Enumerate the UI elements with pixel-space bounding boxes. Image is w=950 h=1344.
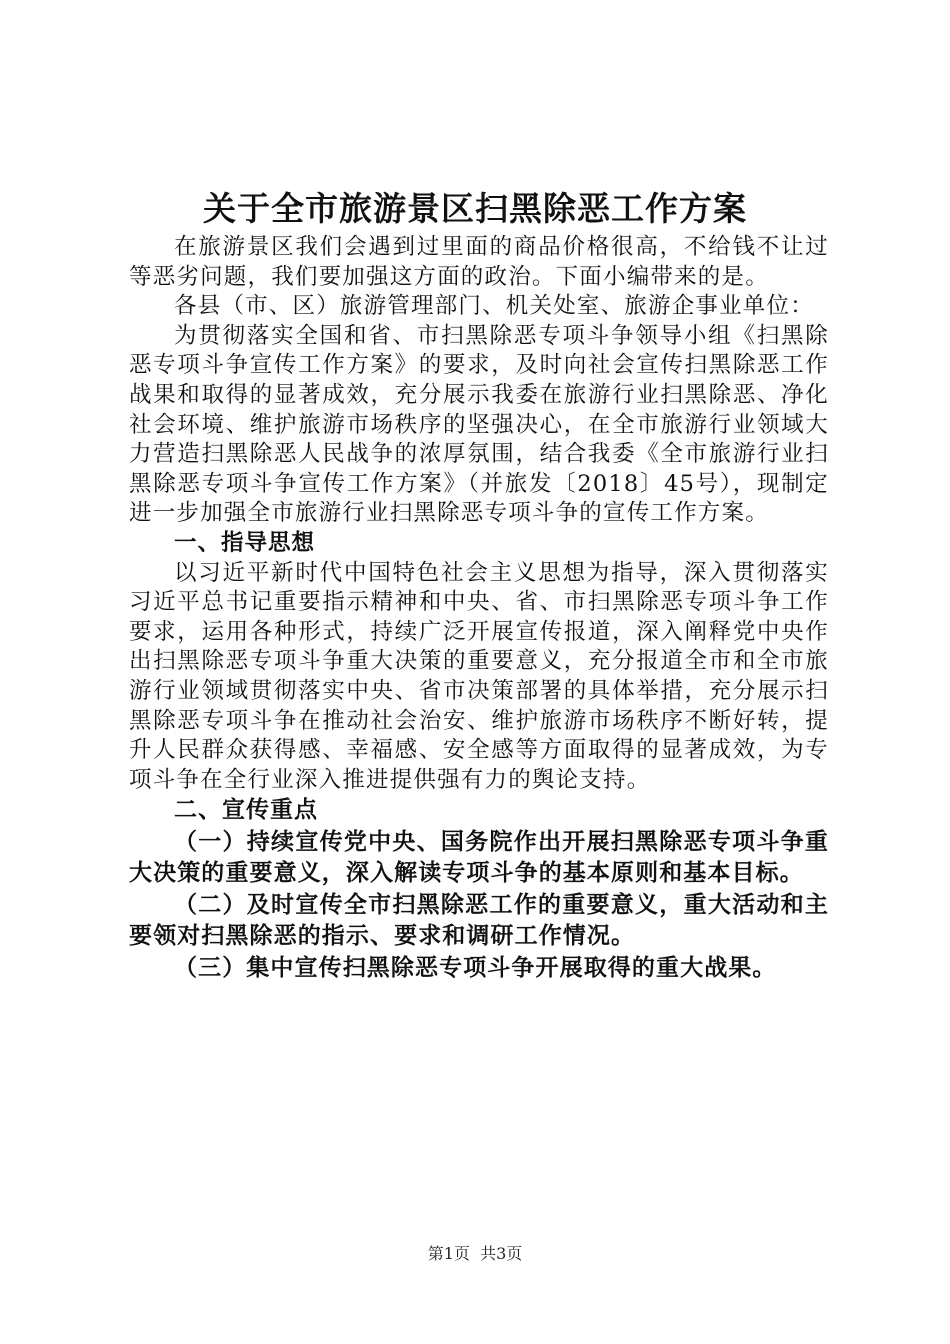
page-number-label: 第1页 bbox=[427, 1244, 470, 1263]
page-footer bbox=[0, 1243, 950, 1265]
intro-paragraph: 在旅游景区我们会遇到过里面的商品价格很高，不给钱不让过等恶劣问题，我们要加强这方面的政治。下面小编带来的是。 bbox=[129, 234, 829, 290]
section1-heading: 一、指导思想 bbox=[174, 529, 316, 556]
addressee-paragraph: 各县（市、区）旅游管理部门、机关处室、旅游企事业单位： bbox=[174, 293, 814, 320]
document-body bbox=[129, 233, 829, 984]
section2-item-3: （三）集中宣传扫黑除恶专项斗争开展取得的重大战果。 bbox=[174, 954, 777, 981]
section1-text: 以习近平新时代中国特色社会主义思想为指导，深入贯彻落实习近平总书记重要指示精神和中央、省、市扫黑除恶专项斗争工作要求，运用各种形式，持续广泛开展宣传报道，深入阐释党中央作出扫黑除恶专项斗争重大决策的重要意义，充分报道全市和全市旅游行业领域贯彻落实中央、省市决策部署的具体举措，充分展示扫黑除恶专项斗争在推动社会治安、维护旅游市场秩序不断好转，提升人民群众获得感、幸福感、安全感等方面取得的显著成效，为专项斗争在全行业深入推进提供强有力的舆论支持。 bbox=[129, 559, 829, 793]
section2-item-1: （一）持续宣传党中央、国务院作出开展扫黑除恶专项斗争重大决策的重要意义，深入解读专项斗争的基本原则和基本目标。 bbox=[129, 828, 829, 887]
page-total-label: 共3页 bbox=[480, 1244, 523, 1263]
purpose-paragraph: 为贯彻落实全国和省、市扫黑除恶专项斗争领导小组《扫黑除恶专项斗争宣传工作方案》的要求，及时向社会宣传扫黑除恶工作战果和取得的显著成效，充分展示我委在旅游行业扫黑除恶、净化社会环境、维护旅游市场秩序的坚强决心，在全市旅游行业领域大力营造扫黑除恶人民战争的浓厚氛围，结合我委《全市旅游行业扫黑除恶专项斗争宣传工作方案》（并旅发〔2018〕45号），现制定进一步加强全市旅游行业扫黑除恶专项斗争的宣传工作方案。 bbox=[129, 322, 829, 527]
document-title: 关于全市旅游景区扫黑除恶工作方案 bbox=[203, 189, 747, 228]
section2-item-2: （二）及时宣传全市扫黑除恶工作的重要意义，重大活动和主要领对扫黑除恶的指示、要求和调研工作情况。 bbox=[129, 891, 829, 950]
section2-heading: 二、宣传重点 bbox=[174, 797, 318, 824]
